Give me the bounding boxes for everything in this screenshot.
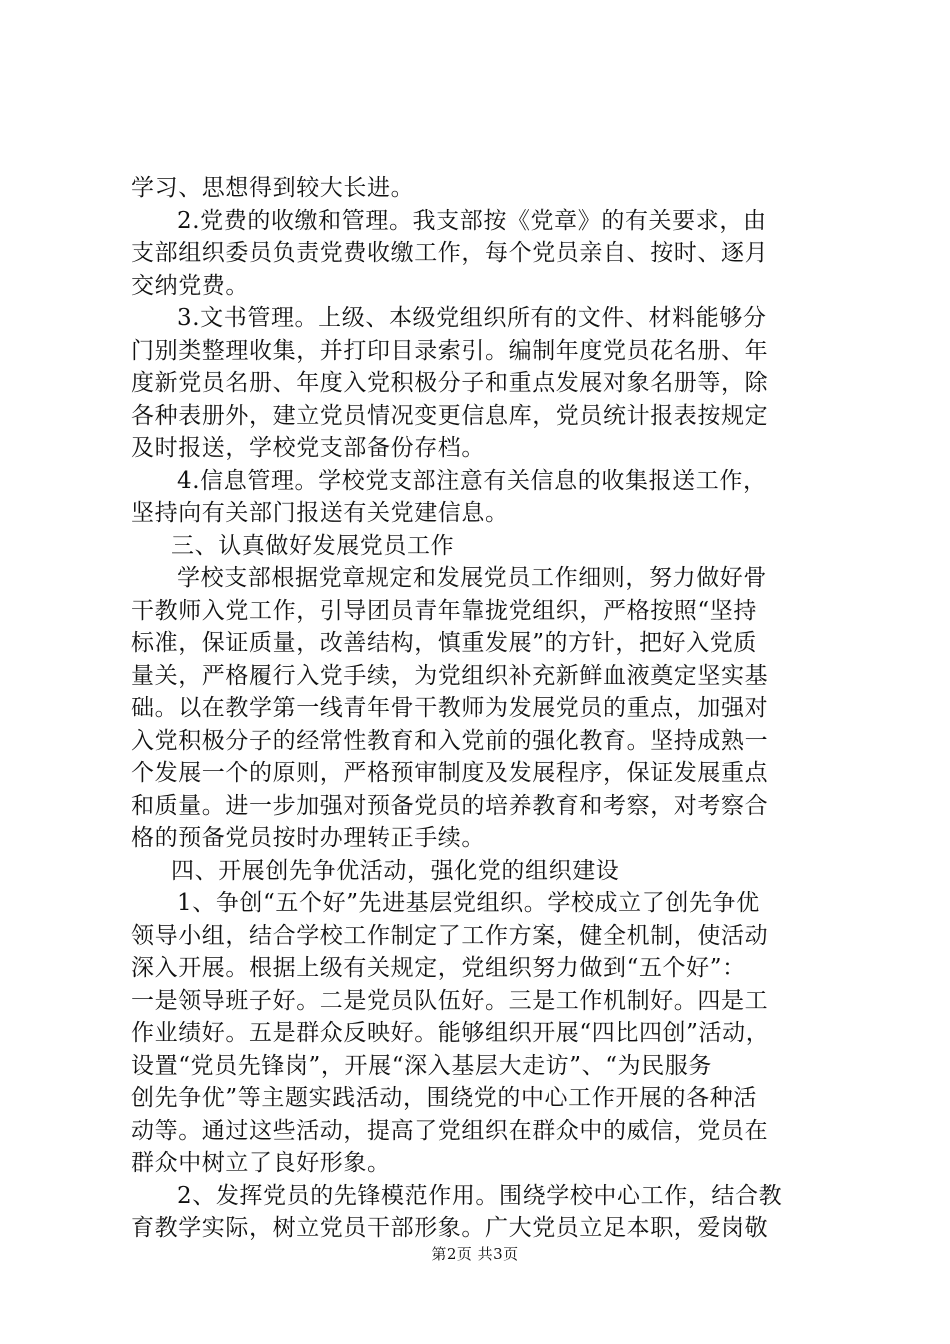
text-line: 及时报送，学校党支部备份存档。 bbox=[131, 435, 485, 461]
text-line: 设置“党员先锋岗”，开展“深入基层大走访”、“为民服务 bbox=[131, 1052, 712, 1079]
text-line: 1、争创“五个好”先进基层党组织。学校成立了创先争优 bbox=[177, 890, 760, 916]
text-line: 动等。通过这些活动，提高了党组织在群众中的威信，党员在 bbox=[131, 1117, 769, 1144]
text-line: 标准，保证质量，改善结构，慎重发展”的方针，把好入党质 bbox=[131, 630, 757, 656]
text-line: 格的预备党员按时办理转正手续。 bbox=[131, 825, 485, 851]
document-body bbox=[131, 172, 831, 1245]
section-heading: 四、开展创先争优活动，强化党的组织建设 bbox=[171, 857, 620, 884]
text-line: 2.党费的收缴和管理。我支部按《党章》的有关要求，由 bbox=[177, 207, 767, 234]
text-line: 创先争优”等主题实践活动，围绕党的中心工作开展的各种活 bbox=[131, 1085, 757, 1111]
text-line: 各种表册外，建立党员情况变更信息库，党员统计报表按规定 bbox=[131, 402, 769, 429]
text-line: 量关，严格履行入党手续，为党组织补充新鲜血液奠定坚实基 bbox=[131, 662, 769, 689]
text-line: 育教学实际，树立党员干部形象。广大党员立足本职，爱岗敬 bbox=[131, 1215, 769, 1241]
text-line: 一是领导班子好。二是党员队伍好。三是工作机制好。四是工 bbox=[131, 987, 769, 1014]
text-line: 4.信息管理。学校党支部注意有关信息的收集报送工作， bbox=[177, 467, 767, 494]
text-line: 交纳党费。 bbox=[131, 272, 249, 299]
text-line: 支部组织委员负责党费收缴工作，每个党员亲自、按时、逐月 bbox=[131, 240, 769, 266]
text-line: 群众中树立了良好形象。 bbox=[131, 1150, 391, 1176]
page-footer: 第2页 共3页 bbox=[431, 1245, 519, 1263]
text-line: 深入开展。根据上级有关规定，党组织努力做到“五个好”： bbox=[131, 955, 746, 981]
text-line: 门别类整理收集，并打印目录索引。编制年度党员花名册、年 bbox=[131, 337, 769, 364]
text-line: 作业绩好。五是群众反映好。能够组织开展“四比四创”活动， bbox=[131, 1020, 770, 1046]
text-line: 和质量。进一步加强对预备党员的培养教育和考察，对考察合 bbox=[131, 792, 769, 819]
text-line: 2、发挥党员的先锋模范作用。围绕学校中心工作，结合教 bbox=[177, 1182, 783, 1209]
text-line: 学校支部根据党章规定和发展党员工作细则，努力做好骨 bbox=[177, 565, 767, 591]
text-line: 础。以在教学第一线青年骨干教师为发展党员的重点，加强对 bbox=[131, 695, 769, 721]
text-line: 个发展一个的原则，严格预审制度及发展程序，保证发展重点 bbox=[131, 760, 769, 786]
text-line: 度新党员名册、年度入党积极分子和重点发展对象名册等，除 bbox=[131, 370, 769, 396]
text-line: 领导小组，结合学校工作制定了工作方案，健全机制，使活动 bbox=[131, 922, 769, 949]
text-line: 坚持向有关部门报送有关党建信息。 bbox=[131, 500, 509, 526]
text-line: 干教师入党工作，引导团员青年靠拢党组织，严格按照“坚持 bbox=[131, 597, 757, 624]
section-heading: 三、认真做好发展党员工作 bbox=[171, 532, 455, 559]
text-line: 学习、思想得到较大长进。 bbox=[131, 175, 415, 201]
text-line: 入党积极分子的经常性教育和入党前的强化教育。坚持成熟一 bbox=[131, 727, 769, 754]
text-line: 3.文书管理。上级、本级党组织所有的文件、材料能够分 bbox=[177, 305, 767, 331]
